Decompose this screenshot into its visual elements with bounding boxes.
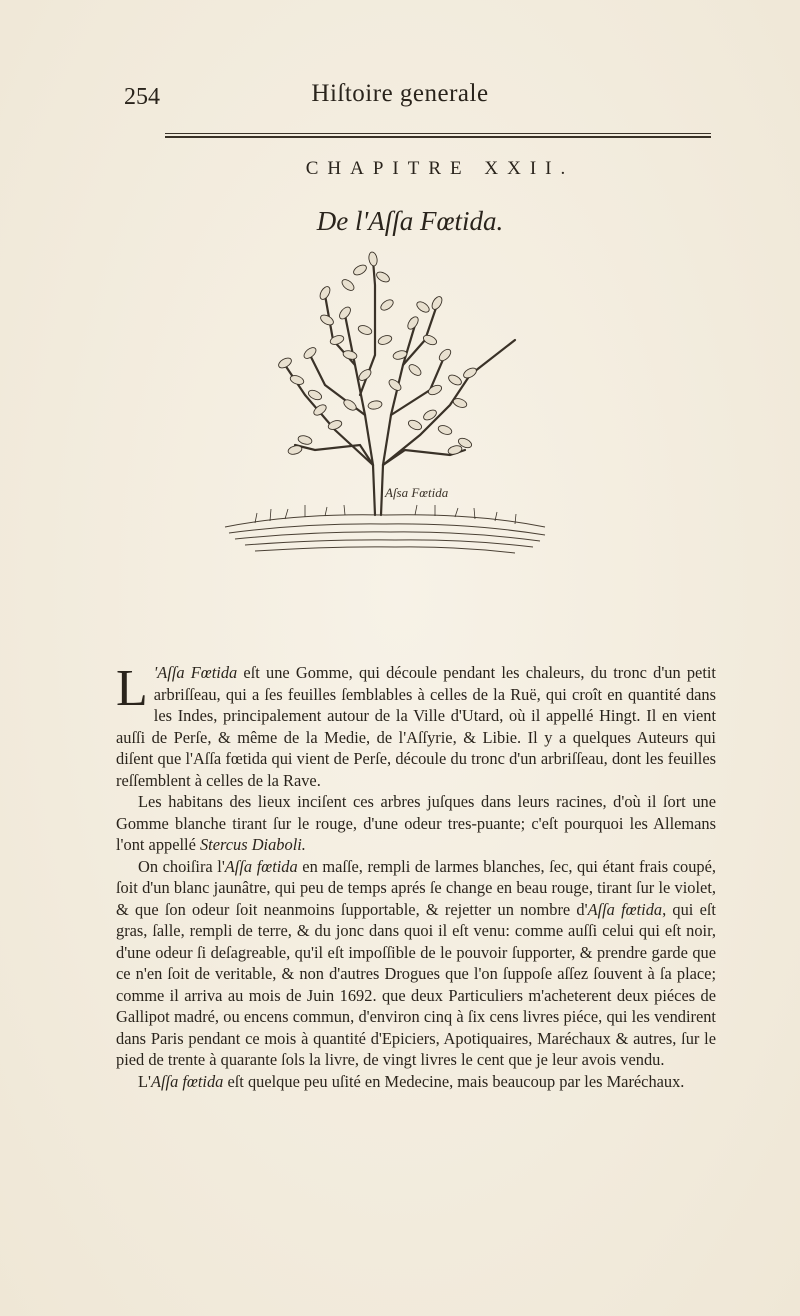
- p1-lead-in: 'Aſſa Fœtida: [153, 663, 238, 682]
- p3-a: On choiſira l': [138, 856, 225, 876]
- p2-text: Les habitans des lieux inciſent ces arbres juſques dans leurs racines, d'où il ſort une Gomme blanche tirant ſur le rouge, d'une odeur tres-puante; c'eſt pourquoi les Allemans l'ont appellé: [116, 792, 716, 854]
- p2-italic: Stercus Diaboli.: [199, 835, 306, 854]
- shrub-engraving: [215, 245, 560, 575]
- p3-italic: Aſſa fœtida: [224, 856, 298, 876]
- p3-b: en maſſe, rempli de larmes blanches, ſec, qui étant frais coupé, ſoit d'un blanc jaunâtre, qui peu de temps aprés ſe change en beau rouge, tirant ſur le violet, & que ſon odeur ſoit neanmoins ſupportable, & rejetter un nombre d': [116, 856, 716, 919]
- paragraph-1: [116, 662, 716, 791]
- paragraph-4: [116, 1071, 716, 1093]
- p4-a: L': [138, 1071, 151, 1091]
- plate-caption: Aſsa Fœtida: [385, 485, 449, 500]
- p3-italic-2: Aſſa fœtida: [587, 899, 663, 919]
- engraving-illustration: [215, 245, 560, 575]
- chapter-subtitle: De l'Aſſa Fœtida.: [316, 206, 504, 236]
- p3-c: , qui eſt gras, ſalle, rempli de terre, & du jonc dans quoi il eſt venu: comme auſſi celui qui eſt noir, d'une odeur ſi deſagreable, qu'il eſt impoſſible de le pouvoir ſupporter, & prendre garde que ce n'en ſoit de veritable, & non d'autres Drogues que l'on ſuppoſe aſſez ſouvent à ſa place; comme il arriva au mois de Juin 1692. que deux Particuliers m'acheterent deux piéces de Gallipot madré, ou encens commun, d'environ cinq à ſix cens livres piéce, qui les vendirent dans Paris pendant ce mois à quantité d'Epiciers, Apotiquaires, Maréchaux & autres, ſur le pied de trente à quarante ſols la livre, de vingt livres le cent que je leur avois vendu.: [116, 899, 716, 1069]
- p4-b: eſt quelque peu uſité en Medecine, mais beaucoup par les Maréchaux.: [223, 1071, 685, 1091]
- p4-italic: Aſſa fœtida: [150, 1071, 224, 1091]
- header-rule: [165, 133, 711, 138]
- body-text: [116, 662, 716, 1092]
- running-title: Hiſtoire generale: [311, 80, 489, 107]
- p1-text: eſt une Gomme, qui découle pendant les chaleurs, du tronc d'un petit arbriſſeau, qui a ſes feuilles ſemblables à celles de la Ruë, qui croît en quantité dans les Indes, principalement autour de la Ville d'Utard, où il appellé Hingt. Il en vient auſſi de Perſe, & même de la Medie, de l'Aſſyrie, & Libie. Il y a quelques Auteurs qui diſent que l'Aſſa fœtida qui vient de Perſe, découle du tronc d'un arbriſſeau, dont les feuilles reſſemblent à celles de la Rave.: [116, 663, 716, 790]
- drop-cap: L: [116, 660, 148, 717]
- paragraph-2: [116, 791, 716, 856]
- chapter-heading: CHAPITRE XXII.: [305, 158, 575, 179]
- paragraph-3: [116, 856, 716, 1071]
- page-number: 254: [124, 84, 160, 110]
